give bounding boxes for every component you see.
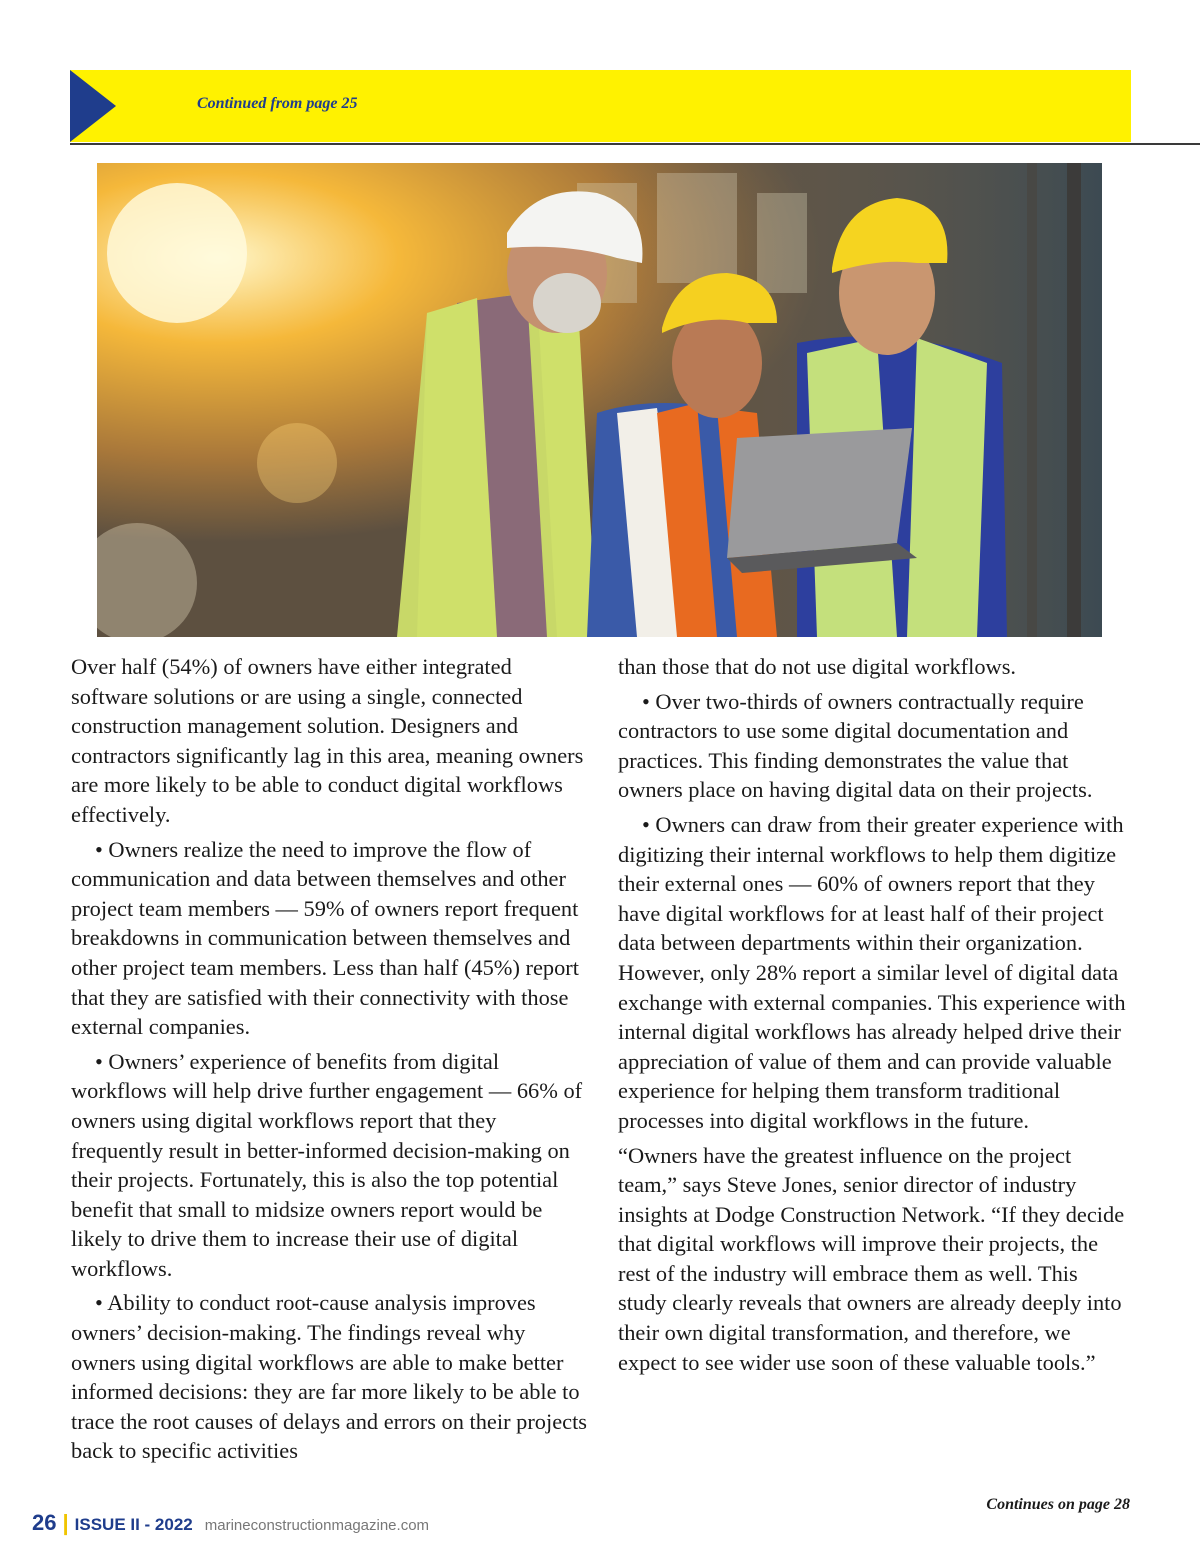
quote-paragraph: “Owners have the greatest influence on the project team,” says Steve Jones, senior director of industry insights at Dodge Construction Network. “If they decide that digital workflows will improve their projects, the rest of the industry will embrace them as well. This study clearly reveals that owners are already deeply into their own digital transformation, and therefore, we expect to see wider use soon of these valuable tools.”	[618, 1142, 1125, 1375]
continued-from-label: Continued from page 25	[197, 95, 358, 112]
photo-illustration	[97, 163, 1102, 637]
page-number: 26	[32, 1510, 57, 1535]
footer-separator: |	[62, 1510, 69, 1535]
bullet-paragraph: • Over two-thirds of owners contractually require contractors to use some digital documentation and practices. This finding demonstrates the value that owners place on having digital data on their projects.	[618, 688, 1093, 803]
issue-label: ISSUE II - 2022	[74, 1515, 193, 1534]
bullet-paragraph: • Ability to conduct root-cause analysis improves owners’ decision-making. The findings reveal why owners using digital workflows are able to make better informed decisions: they are far more likely to be able to trace the root causes of delays and errors on their projects back to specific activities	[71, 1290, 588, 1464]
bullet-paragraph: • Owners’ experience of benefits from digital workflows will help drive further engagement — 66% of owners using digital workflows report that they frequently result in better-informed decision-making on their projects. Fortunately, this is also the top potential benefit that small to midsize owners report would be likely to drive them to increase their use of digital workflows.	[71, 1048, 583, 1281]
header-rule	[70, 143, 1200, 145]
continues-on-label: Continues on page 28	[986, 1496, 1130, 1513]
bullet-paragraph: • Owners realize the need to improve the flow of communication and data between themselves and other project team members — 59% of owners report frequent breakdowns in communication between themselves and other project team members. Less than half (45%) report that they are satisfied with their connectivity with those external companies.	[71, 836, 579, 1040]
paragraph: Over half (54%) of owners have either integrated software solutions or are using a single, connected construction management solution. Designers and contractors significantly lag in this area, meaning owners are more likely to be able to conduct digital workflows effectively.	[71, 654, 584, 827]
page-footer	[32, 1510, 429, 1540]
article-photo	[97, 163, 1102, 637]
article-column-right	[618, 652, 1130, 1382]
paragraph: than those that do not use digital workflows.	[618, 654, 1017, 679]
website-link[interactable]: marineconstructionmagazine.com	[204, 1517, 430, 1534]
bullet-paragraph: • Owners can draw from their greater experience with digitizing their internal workflows to help them digitize their external ones — 60% of owners report that they have digital workflows for at least half of their project data between departments within their organization. However, only 28% report a similar level of digital data exchange with external companies. This experience with internal digital workflows has already helped drive their appreciation of value of them and can provide valuable experience for helping them transform traditional processes into digital workflows in the future.	[618, 811, 1126, 1133]
banner-arrow-icon	[70, 70, 116, 142]
article-column-left	[71, 652, 589, 1471]
